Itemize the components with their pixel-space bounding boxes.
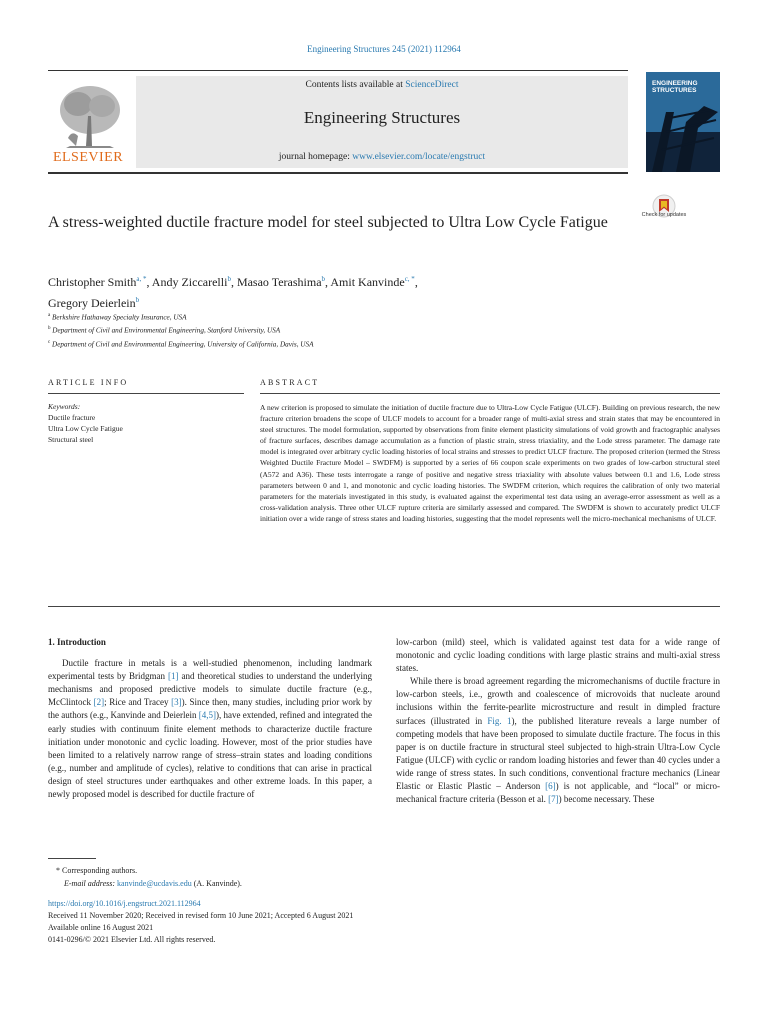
received-dates: Received 11 November 2020; Received in revised form 10 June 2021; Accepted 6 August 2021: [48, 911, 354, 920]
email-note: [48, 877, 448, 890]
footnote-rule: [48, 858, 96, 859]
email-link[interactable]: kanvinde@ucdavis.edu: [117, 879, 192, 888]
author-name[interactable]: Masao Terashima: [236, 275, 322, 289]
abstract-text: A new criterion is proposed to simulate the initiation of ductile fracture due to Ultra-Low Cycle Fatigue (ULCF). Building on previous research, the new fracture criterion broadens the scope of ULCF models to account for a broader range of multi-axial stress and strain states that may be encountered in steel structures. The model formulation, supported by observations from finite element plasticity simulations of void growth and fractographic analyses of fracture surfaces, describes damage accumulation as a function of plastic strain, stress triaxiality, and the Lode stress parameter. The damage rate model is integrated over arbitrary cyclic loading histories of local strains and stresses to predict ULCF fracture. The proposed criterion (termed the Stress Weighted Ductile Fracture Model – SWDFM) is supported by a series of 66 coupon scale experiments on two grades of low-carbon structural steel (A572 and A36). These tests interrogate a range of positive and negative stress triaxiality with absolute values between 0.1 and 1.6, Lode stress parameters between 0 and 1, and monotonic and cyclic loading histories. The SWDFM criterion, which requires the calibration of only two material parameters for the materials investigated in this study, is evaluated against the experimental test data using an average-error assessment as well as a cross-validation analysis. Three other ULCF rupture criteria are similarly assessed and compared. The SWDFM is shown to accurately predict ULCF initiation over a wide range of stress states and loading histories, suggesting that the model represents well the micro-mechanical mechanisms of ULCF.: [260, 403, 720, 523]
abstract-bottom-rule: [48, 606, 720, 607]
contents-line: [136, 80, 628, 90]
body-paragraph: [396, 675, 720, 806]
reference-link[interactable]: [1]: [168, 671, 179, 682]
sciencedirect-link[interactable]: ScienceDirect: [405, 80, 459, 90]
affiliation-mark: a: [48, 313, 51, 318]
author-name[interactable]: Gregory Deierlein: [48, 296, 136, 310]
keyword: Ductile fracture: [48, 413, 96, 422]
author[interactable]: [330, 275, 414, 289]
reference-link[interactable]: Fig. 1: [487, 715, 512, 726]
body-column-right: [396, 636, 720, 806]
affiliation: [48, 337, 648, 350]
paragraph-text: While there is broad agreement regarding the micromechanisms of ductile fracture in low-carbon steels, i.e., growth and coalescence of microvoids that nucleate around inclusions within the ferrite-pearlite microstructure and result in dimpled fracture surfaces (illustrated in: [396, 676, 720, 726]
author-name[interactable]: Christopher Smith: [48, 275, 137, 289]
section-title: 1. Introduction: [48, 637, 106, 647]
header-rule-top: [48, 70, 628, 71]
journal-citation-link[interactable]: Engineering Structures 245 (2021) 112964: [307, 44, 461, 54]
affiliation-mark: c: [48, 339, 51, 345]
body-column-left: [48, 636, 372, 801]
affiliation-text: Berkshire Hathaway Specialty Insurance, USA: [52, 313, 187, 322]
article-info-rule: [48, 393, 244, 394]
reference-link[interactable]: [4,5]: [198, 710, 217, 721]
paragraph-text: ), have extended, refined and integrated the early studies with continuum finite element methods to characterize ductile fracture initiation under monotonic and cyclic loading. However, most of the prior studies have been limited to a relatively narrow range of stress–strain states and loading conditions (e.g., number and amplitude of cycles), relative to conditions that can arise in practical design of steel structures under earthquakes and other extreme loads. In this paper, a newly proposed model is described for ductile fracture of: [48, 710, 372, 800]
publication-info: [48, 898, 548, 946]
author-name[interactable]: Amit Kanvinde: [330, 275, 405, 289]
paragraph-text: ). Since then, many studies, including prior work by the authors (e.g., Kanvinde and Deierlein: [48, 697, 372, 721]
paragraph-text: ), the published literature reveals a large number of competing models that have been proposed to simulate ductile fracture. The focus in this paper is on ductile fracture in structural steel subjected to high-strain Ultra-Low Cycle Fatigue (ULCF) with cyclic or random loading histories and fewer than 40 cycles under a wide range of stress states. In such conditions, conventional fracture mechanics (Linear Elastic or Elastic Plastic – Anderson: [396, 715, 720, 792]
reference-link[interactable]: [7]: [548, 794, 559, 805]
journal-title: Engineering Structures: [303, 108, 461, 127]
available-online: Available online 16 August 2021: [48, 923, 154, 932]
author-name[interactable]: Andy Ziccarelli: [151, 275, 228, 289]
affiliation-text: Department of Civil and Environmental Engineering, Stanford University, USA: [52, 326, 281, 335]
author[interactable]: [152, 275, 231, 289]
footnotes: [48, 864, 448, 890]
body-paragraph: low-carbon (mild) steel, which is validated against test data for a wide range of monotonic and cyclic loading conditions with large plastic strains and multi-axial stress states.: [396, 637, 720, 674]
contents-prefix: Contents lists available at: [305, 80, 406, 90]
affiliation-text: Department of Civil and Environmental Engineering, University of California, Davis, USA: [52, 340, 314, 349]
author-affiliation-mark[interactable]: b: [227, 275, 231, 283]
homepage-prefix: journal homepage:: [278, 152, 353, 162]
author-affiliation-mark[interactable]: a, *: [136, 275, 147, 283]
author-affiliation-mark[interactable]: b: [321, 275, 326, 283]
paragraph-text: and theoretical studies to understand the underlying mechanisms and proposed predictive models to simulate ductile fracture (e.g., McClintock: [48, 671, 372, 708]
paragraph-text: ) become necessary. These: [558, 794, 655, 805]
homepage-link[interactable]: www.elsevier.com/locate/engstruct: [352, 152, 486, 162]
author-affiliation-mark[interactable]: c, *: [404, 275, 415, 283]
reference-link[interactable]: [6]: [545, 781, 556, 792]
header-rule-bottom: [48, 172, 628, 174]
reference-link[interactable]: [3]: [171, 697, 182, 708]
affiliations: [48, 310, 648, 350]
affiliation: [48, 323, 648, 336]
doi-link[interactable]: https://doi.org/10.1016/j.engstruct.2021.112964: [48, 899, 201, 908]
author[interactable]: [48, 296, 139, 310]
cover-title: ENGINEERING STRUCTURES: [652, 80, 698, 94]
affiliation-mark: b: [48, 326, 51, 332]
journal-cover-thumbnail[interactable]: [646, 72, 720, 172]
reference-link[interactable]: [2]: [93, 697, 105, 708]
keywords-label: Keywords:: [48, 402, 81, 411]
copyright: 0141-0296/© 2021 Elsevier Ltd. All rights reserved.: [48, 935, 216, 944]
paragraph-text: ) is not applicable, and “local” or micro-mechanical fracture criteria (Besson et al.: [396, 781, 720, 805]
paper-title: A stress-weighted ductile fracture model for steel subjected to Ultra Low Cycle Fatigue: [48, 214, 608, 231]
keyword: Structural steel: [48, 435, 94, 444]
homepage-line: [136, 152, 628, 162]
author-affiliation-mark[interactable]: b: [135, 296, 140, 304]
corresponding-note: * Corresponding authors.: [56, 866, 138, 875]
affiliation: [48, 310, 648, 323]
author[interactable]: [48, 275, 146, 289]
elsevier-wordmark: ELSEVIER: [52, 150, 124, 165]
keyword: Ultra Low Cycle Fatigue: [48, 424, 123, 433]
abstract-rule: [260, 393, 720, 394]
email-label: E-mail address:: [64, 879, 118, 888]
body-paragraph: [48, 657, 372, 801]
keywords-block: [48, 401, 244, 445]
abstract-heading: ABSTRACT: [260, 378, 320, 387]
author-list: Christopher Smith$^{a, *}$, Andy Ziccarelli$^b$, Masao Terashima$^b$, Amit Kanvinde$^{c, *}$, Gregory Deierlein$^b$: [48, 275, 418, 310]
article-info-heading: ARTICLE INFO: [48, 378, 129, 387]
email-suffix: (A. Kanvinde).: [191, 879, 242, 888]
author[interactable]: [237, 275, 325, 289]
paragraph-text: Ductile fracture in metals is a well-studied phenomenon, including landmark experimental tests by Bridgman: [48, 658, 372, 682]
paragraph-text: ; Rice and Tracey: [104, 697, 172, 708]
check-for-updates-label[interactable]: Check for updates: [641, 212, 687, 218]
